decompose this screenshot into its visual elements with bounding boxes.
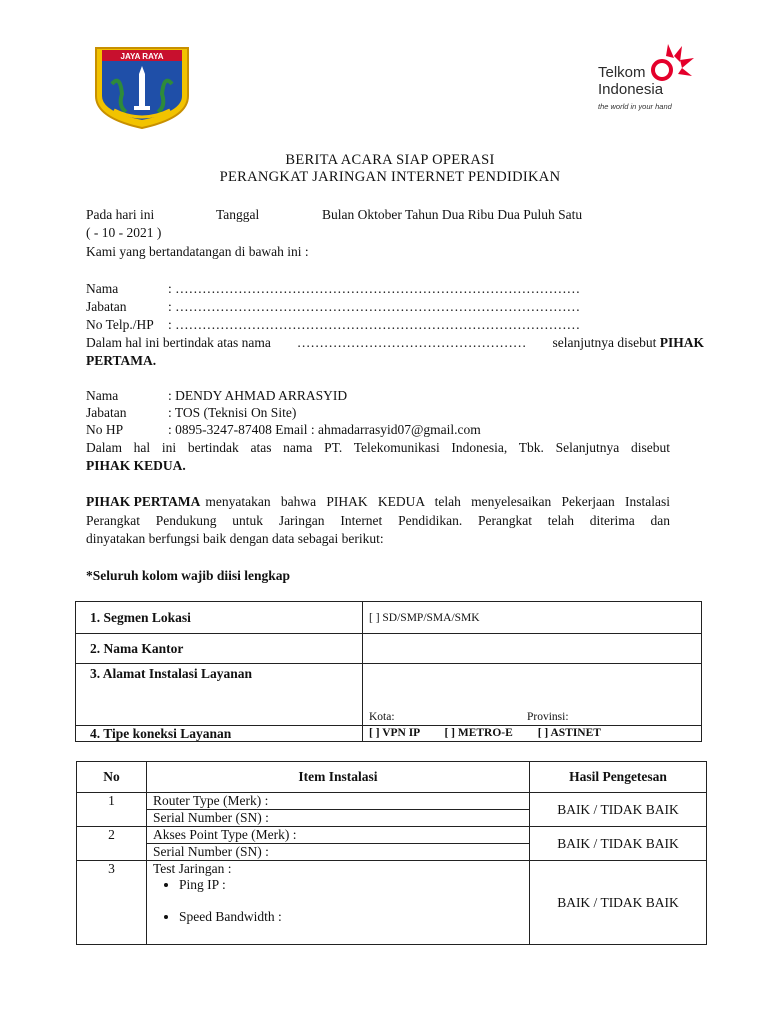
party1-position-label: Jabatan <box>86 299 127 314</box>
party2-name-label: Nama <box>86 388 119 403</box>
option-vpn-ip[interactable]: [ ] VPN IP <box>369 727 420 739</box>
row1-result: BAIK / TIDAK BAIK <box>530 793 707 827</box>
party2-position-label: Jabatan <box>86 405 127 420</box>
row1-item-a: Router Type (Merk) : <box>147 793 530 810</box>
statement-bold: PIHAK PERTAMA <box>86 494 201 509</box>
crest-banner-text: JAYA RAYA <box>120 52 164 61</box>
required-note: *Seluruh kolom wajib diisi lengkap <box>86 568 291 583</box>
telkom-tagline: the world in your hand <box>598 102 672 111</box>
bullet-ping-ip: • Ping IP : <box>179 877 523 893</box>
party1-position-value: : ……………………………………………………………………………… <box>168 299 581 314</box>
date-numeric: ( - 10 - 2021 ) <box>86 225 162 240</box>
table-row <box>76 664 702 726</box>
telkom-brand-line1: Telkom <box>598 64 646 81</box>
party1-acting-prefix: Dalam hal ini bertindak atas nama <box>86 335 271 350</box>
party2-name-value: : DENDY AHMAD ARRASYID <box>168 388 348 403</box>
row3-result: BAIK / TIDAK BAIK <box>530 861 707 945</box>
option-metro-e[interactable]: [ ] METRO-E <box>444 727 513 739</box>
jakarta-crest-logo <box>92 44 192 130</box>
telkom-logo <box>592 40 712 120</box>
row3-item-a: Test Jaringan : <box>153 861 232 876</box>
address-value[interactable] <box>363 664 702 726</box>
party1-phone-label: No Telp./HP <box>86 317 154 332</box>
party1-name-value: : ……………………………………………………………………………… <box>168 281 581 296</box>
date-label: Tanggal <box>216 207 260 222</box>
party1-acting-line2: PERTAMA. <box>86 353 157 368</box>
bullet-speed-bandwidth: • Speed Bandwidth : <box>179 909 523 925</box>
party2-acting-line2: PIHAK KEDUA. <box>86 458 186 473</box>
option-astinet[interactable]: [ ] ASTINET <box>537 727 601 739</box>
party2-phone-value: : 0895-3247-87408 Email : ahmadarrasyid07@gmail.com <box>168 422 481 437</box>
title-line2: PERANGKAT JARINGAN INTERNET PENDIDIKAN <box>219 169 561 185</box>
row2-item-a: Akses Point Type (Merk) : <box>147 827 530 844</box>
table-row <box>77 827 707 844</box>
address-label: 3. Alamat Instalasi Layanan <box>76 664 363 726</box>
row2-result: BAIK / TIDAK BAIK <box>530 827 707 861</box>
row2-item-b: Serial Number (SN) : <box>147 844 530 861</box>
day-label: Pada hari ini <box>86 207 155 222</box>
party1-acting-suffix-bold: PIHAK <box>659 335 704 350</box>
connection-type-label: 4. Tipe koneksi Layanan <box>76 726 363 742</box>
city-label: Kota: <box>369 711 395 723</box>
header-result: Hasil Pengetesan <box>530 762 707 793</box>
table-row <box>77 861 707 945</box>
row2-no: 2 <box>77 827 147 861</box>
party1-acting-dots: …………………………………………… <box>296 335 527 350</box>
table-row <box>76 602 702 634</box>
party1-name-label: Nama <box>86 281 119 296</box>
row1-no: 1 <box>77 793 147 827</box>
telkom-brand-line2: Indonesia <box>598 81 664 98</box>
header-no: No <box>77 762 147 793</box>
segment-value[interactable]: [ ] SD/SMP/SMA/SMK <box>363 602 702 634</box>
party2-position-value: : TOS (Teknisi On Site) <box>168 405 297 420</box>
row3-no: 3 <box>77 861 147 945</box>
party1-phone-value: : ……………………………………………………………………………… <box>168 317 581 332</box>
table-header-row <box>77 762 707 793</box>
title-line1: BERITA ACARA SIAP OPERASI <box>285 152 495 168</box>
row1-item-b: Serial Number (SN) : <box>147 810 530 827</box>
info-table <box>75 601 702 742</box>
items-table <box>76 761 707 945</box>
party2-acting-line1: Dalam hal ini bertindak atas nama PT. Telekomunikasi Indonesia, Tbk. Selanjutnya disebut <box>86 440 670 455</box>
party1-acting-suffix: selanjutnya disebut <box>552 335 657 350</box>
office-name-label: 2. Nama Kantor <box>76 634 363 664</box>
party2-phone-label: No HP <box>86 422 124 437</box>
table-row <box>77 793 707 810</box>
table-row <box>76 634 702 664</box>
statement-line1: menyatakan bahwa PIHAK KEDUA telah menyelesaikan Pekerjaan Instalasi <box>205 494 670 509</box>
month-year-text: Bulan Oktober Tahun Dua Ribu Dua Puluh Satu <box>322 207 583 222</box>
signers-intro: Kami yang bertandatangan di bawah ini : <box>86 244 309 259</box>
office-name-value[interactable] <box>363 634 702 664</box>
segment-label: 1. Segmen Lokasi <box>76 602 363 634</box>
table-row <box>76 726 702 742</box>
header-item: Item Instalasi <box>147 762 530 793</box>
statement-line2: Perangkat Pendukung untuk Jaringan Internet Pendidikan. Perangkat telah diterima dan <box>86 513 670 528</box>
statement-line3: dinyatakan berfungsi baik dengan data sebagai berikut: <box>86 531 384 546</box>
province-label: Provinsi: <box>527 711 569 723</box>
